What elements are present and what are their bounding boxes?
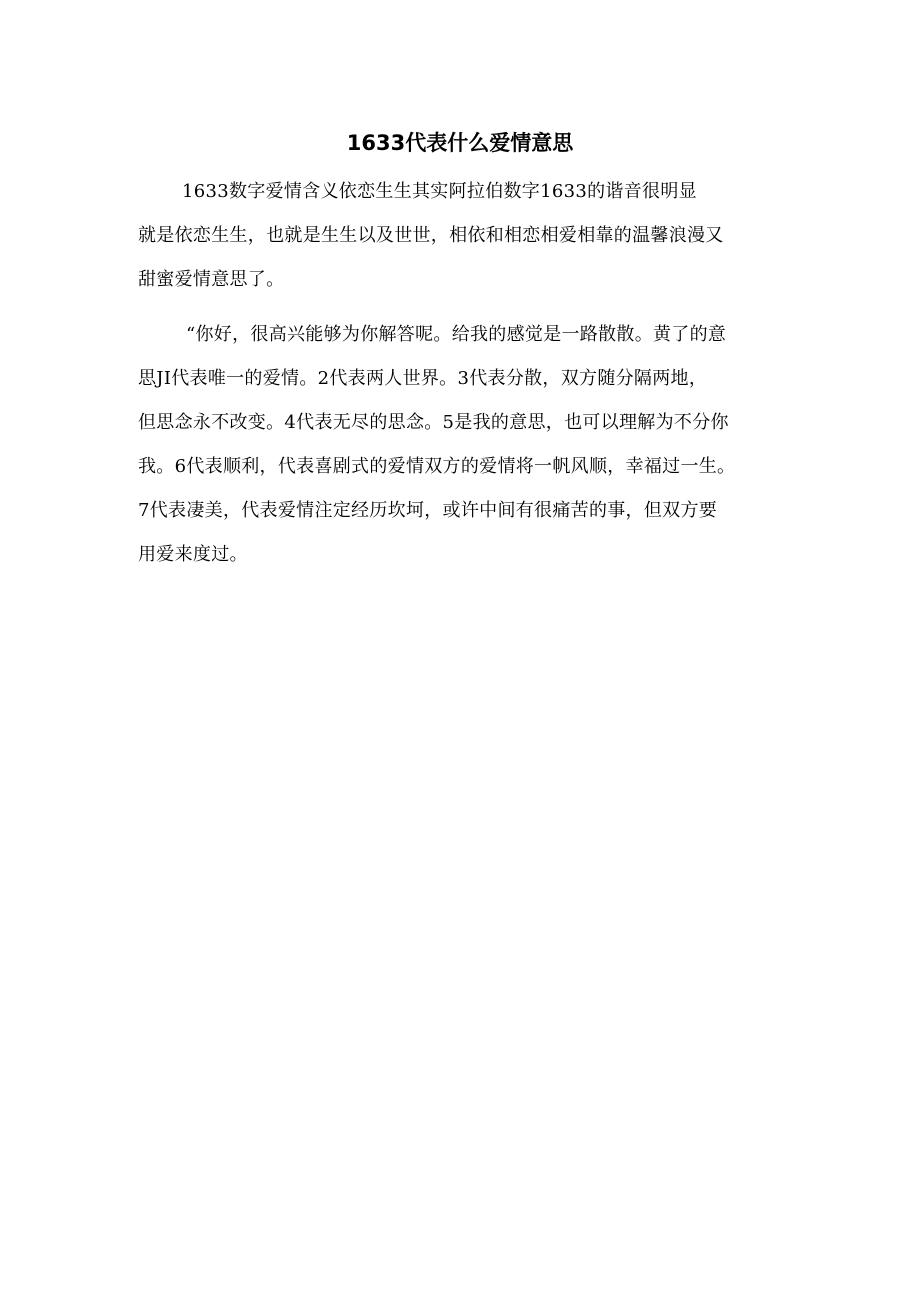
paragraph-2-line: 7代表凄美，代表爱情注定经历坎坷，或许中间有很痛苦的事，但双方要 bbox=[138, 500, 718, 521]
paragraph-2-line: 但思念永不改变。4代表无尽的思念。5是我的意思，也可以理解为不分你 bbox=[138, 412, 729, 433]
paragraph-2 bbox=[138, 313, 790, 577]
paragraph-1-line: 1633数字爱情含义依恋生生其实阿拉伯数字1633的谐音很明显 bbox=[182, 181, 697, 202]
paragraph-2-line: “你好，很高兴能够为你解答呢。给我的感觉是一路散散。黄了的意 bbox=[186, 324, 727, 345]
paragraph-1-line: 就是依恋生生，也就是生生以及世世，相依和相恋相爱相靠的温馨浪漫又 bbox=[138, 225, 724, 246]
paragraph-2-line: 思JI代表唯一的爱情。2代表两人世界。3代表分散，双方随分隔两地， bbox=[138, 368, 708, 389]
page-title: 1633代表什么爱情意思 bbox=[346, 131, 574, 155]
paragraph-1 bbox=[138, 170, 790, 302]
paragraph-1-line: 甜蜜爱情意思了。 bbox=[138, 269, 285, 290]
paragraph-2-line: 我。6代表顺利，代表喜剧式的爱情双方的爱情将一帆风顺，幸福过一生。 bbox=[138, 456, 736, 477]
paragraph-2-line: 用爱来度过。 bbox=[138, 544, 248, 565]
